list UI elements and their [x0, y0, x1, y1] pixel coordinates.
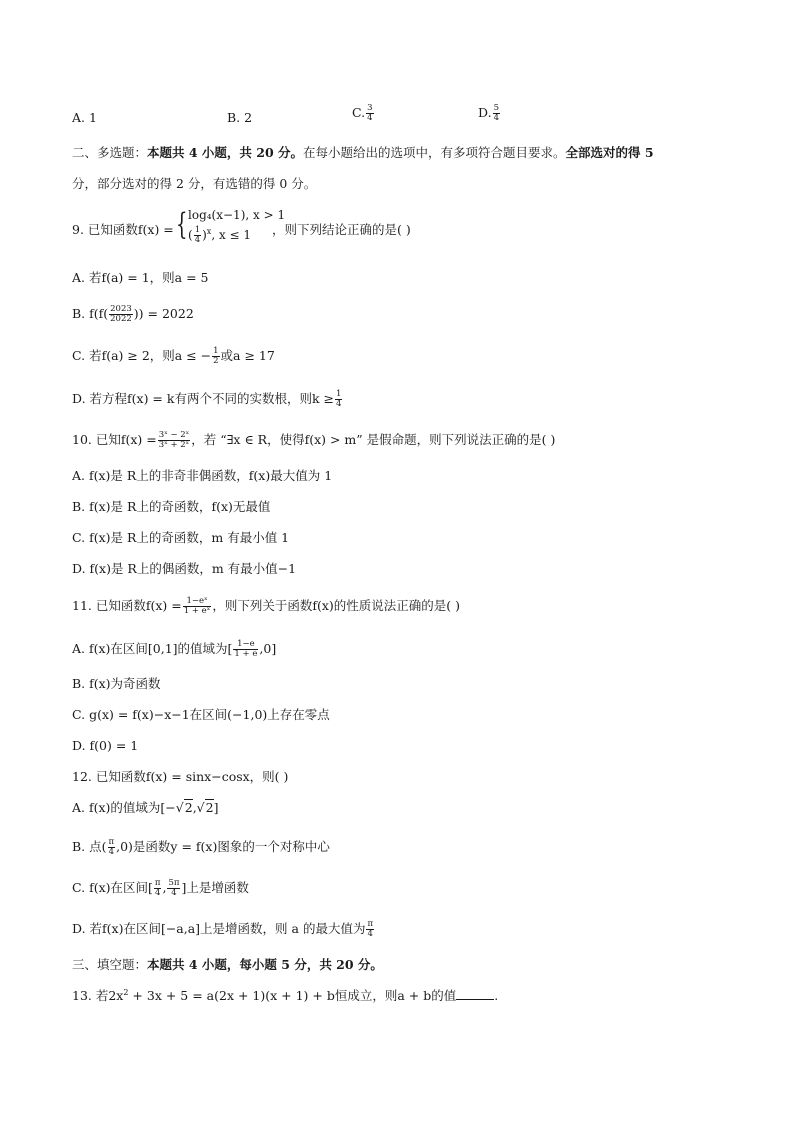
q11-option-a: A. f(x)在区间[0,1]的值域为[ $\frac{1-e}{1 + e}$ ,0] — [72, 639, 277, 659]
q11-option-c: C. g(x) = f(x)−x−1在区间(−1,0)上存在零点 — [72, 707, 330, 722]
q9-option-b: B. f(f( $\frac{2023}{2022}$ )) = 2022 — [72, 304, 194, 324]
q12-option-b: B. 点( $\frac{\pi}{4}$ ,0)是函数y = f(x)图象的一个对称中心 — [72, 837, 330, 857]
q9-case-1: log₄(x−1), x > 1 — [188, 208, 286, 222]
q11-option-d: D. f(0) = 1 — [72, 738, 139, 753]
q13-answer-blank[interactable] — [456, 988, 494, 1000]
q10-option-c: C. f(x)是 R上的奇函数，m 有最小值 1 — [72, 530, 290, 545]
q12-stem: 12. 已知函数f(x) = sinx−cosx，则( ) — [72, 769, 289, 784]
q10-option-a: A. f(x)是 R上的非奇非偶函数，f(x)最大值为 1 — [72, 468, 333, 483]
q9-option-a: A. 若f(a) = 1，则a = 5 — [72, 270, 209, 285]
prev-option-c: C. $\frac{3}{4}$ — [352, 103, 373, 123]
q12-option-c: C. f(x)在区间[ $\frac{\pi}{4}$ , $\frac{5\pi}{4}$ ]上是增函数 — [72, 878, 249, 898]
q9-case-2: ( $\frac{1}{4}$ )$^x$, x ≤ 1 — [188, 225, 252, 245]
q9-option-c: C. 若f(a) ≥ 2，则a ≤ − $\frac{1}{2}$ 或a ≥ 17 — [72, 346, 275, 366]
prev-option-b: B. 2 — [227, 110, 253, 125]
prev-option-a: A. 1 — [72, 110, 97, 125]
q9-stem: 9. 已知函数f(x) = — [72, 222, 174, 237]
q12-option-d: D. 若f(x)在区间[−a,a]上是增函数，则 a 的最大值为 $\frac{\pi}{4}$ — [72, 919, 374, 939]
q10-stem: 10. 已知f(x) = $\frac{\text{3ˣ − 2ˣ}}{\text{3ˣ + 2ˣ}}$ ，若 “∃x ∈ R，使得f(x) > m” 是假命题，则下列说法正确的是( ) — [72, 430, 556, 450]
section-2-heading: 二、多选题：本题共 4 小题，共 20 分。在每小题给出的选项中，有多项符合题目要求。全部选对的得 5 — [72, 145, 654, 160]
q10-option-d: D. f(x)是 R上的偶函数，m 有最小值−1 — [72, 561, 297, 576]
q9-stem-suffix: ，则下列结论正确的是( ) — [272, 222, 411, 237]
q9-option-d: D. 若方程f(x) = k有两个不同的实数根，则k ≥ $\frac{1}{4}$ — [72, 389, 342, 409]
q10-option-b: B. f(x)是 R上的奇函数，f(x)无最值 — [72, 499, 271, 514]
q9-brace: { — [176, 207, 188, 242]
section-2-heading-line2: 分，部分选对的得 2 分，有选错的得 0 分。 — [72, 176, 317, 191]
q13-stem: 13. 若$2x^2 + 3x + 5 = a(2x + 1)(x + 1) + b$恒成立，则a + b的值 . — [72, 987, 499, 1003]
section-3-heading: 三、填空题：本题共 4 小题，每小题 5 分，共 20 分。 — [72, 957, 383, 972]
q11-option-b: B. f(x)为奇函数 — [72, 676, 161, 691]
prev-option-d: D. $\frac{5}{4}$ — [478, 103, 499, 123]
q11-stem: 11. 已知函数f(x) = $\frac{\text{1−eˣ}}{\text{1 + eˣ}}$ ，则下列关于函数f(x)的性质说法正确的是( ) — [72, 596, 460, 616]
q12-option-a: A. f(x)的值域为[−√2,√2] — [72, 800, 219, 815]
